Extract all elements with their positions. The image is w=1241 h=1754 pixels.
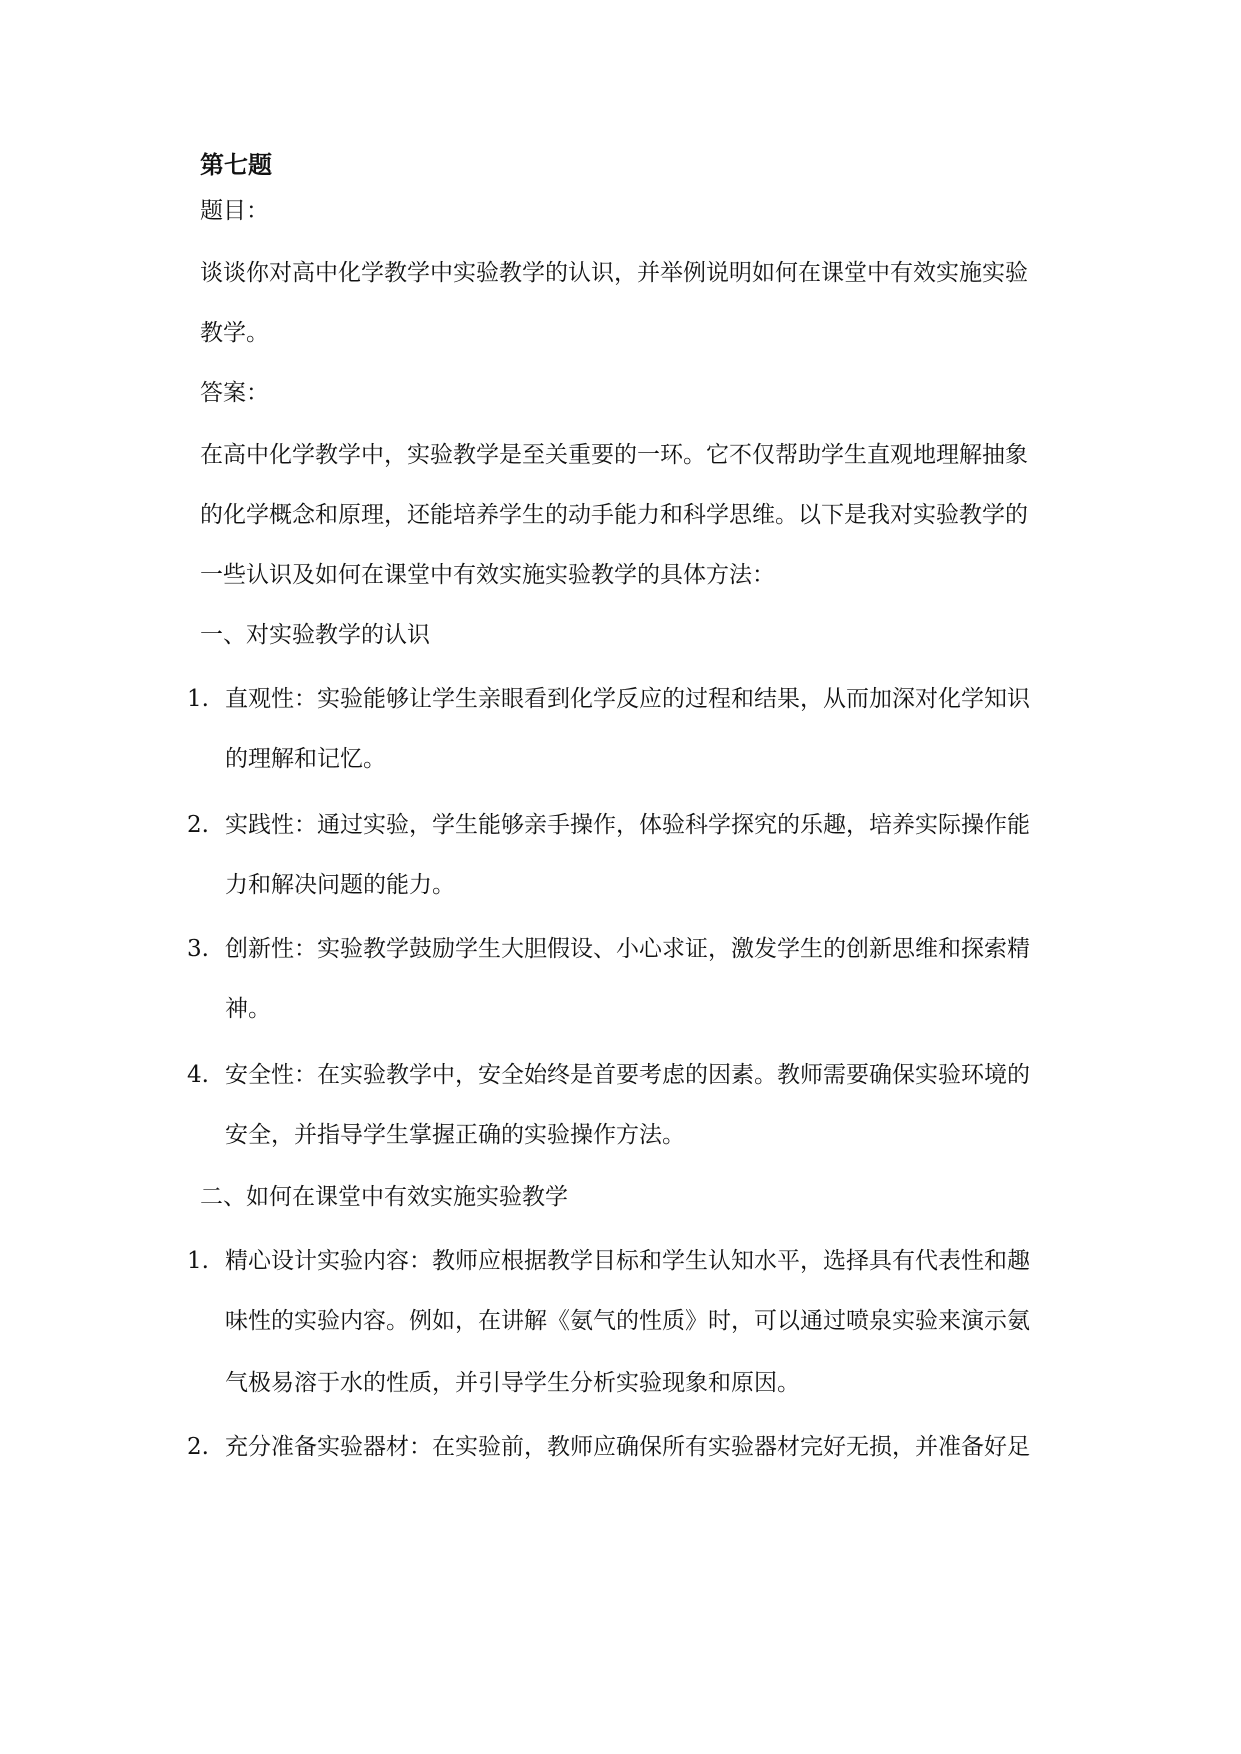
intro-line: 的化学概念和原理，还能培养学生的动手能力和科学思维。以下是我对实验教学的 [200,502,1028,528]
question-line: 教学。 [200,320,269,346]
list-item-line: 创新性：实验教学鼓励学生大胆假设、小心求证，激发学生的创新思维和探索精 [225,936,1030,962]
list-item-number: 3. [187,936,209,962]
question-label: 题目： [200,198,269,224]
list-item-line: 味性的实验内容。例如，在讲解《氨气的性质》时，可以通过喷泉实验来演示氨 [225,1308,1030,1334]
section-heading: 一、对实验教学的认识 [200,622,430,648]
list-item-line: 安全，并指导学生掌握正确的实验操作方法。 [225,1122,685,1148]
list-item-line: 充分准备实验器材：在实验前，教师应确保所有实验器材完好无损，并准备好足 [225,1434,1030,1460]
list-item-line: 神。 [225,996,271,1022]
list-item-number: 1. [187,1248,209,1274]
list-item-line: 气极易溶于水的性质，并引导学生分析实验现象和原因。 [225,1370,800,1396]
list-item-number: 2. [187,1434,209,1460]
question-line: 谈谈你对高中化学教学中实验教学的认识，并举例说明如何在课堂中有效实施实验 [200,260,1028,286]
page-title: 第七题 [200,150,272,179]
intro-line: 一些认识及如何在课堂中有效实施实验教学的具体方法： [200,562,775,588]
intro-line: 在高中化学教学中，实验教学是至关重要的一环。它不仅帮助学生直观地理解抽象 [200,442,1028,468]
list-item-line: 实践性：通过实验，学生能够亲手操作，体验科学探究的乐趣，培养实际操作能 [225,812,1030,838]
list-item-number: 4. [187,1062,209,1088]
list-item-number: 1. [187,686,209,712]
list-item-line: 直观性：实验能够让学生亲眼看到化学反应的过程和结果，从而加深对化学知识 [225,686,1030,712]
answer-label: 答案： [200,380,269,406]
list-item-line: 力和解决问题的能力。 [225,872,455,898]
list-item-number: 2. [187,812,209,838]
list-item-line: 的理解和记忆。 [225,746,386,772]
list-item-line: 安全性：在实验教学中，安全始终是首要考虑的因素。教师需要确保实验环境的 [225,1062,1030,1088]
section-heading: 二、如何在课堂中有效实施实验教学 [200,1184,568,1210]
list-item-line: 精心设计实验内容：教师应根据教学目标和学生认知水平，选择具有代表性和趣 [225,1248,1030,1274]
